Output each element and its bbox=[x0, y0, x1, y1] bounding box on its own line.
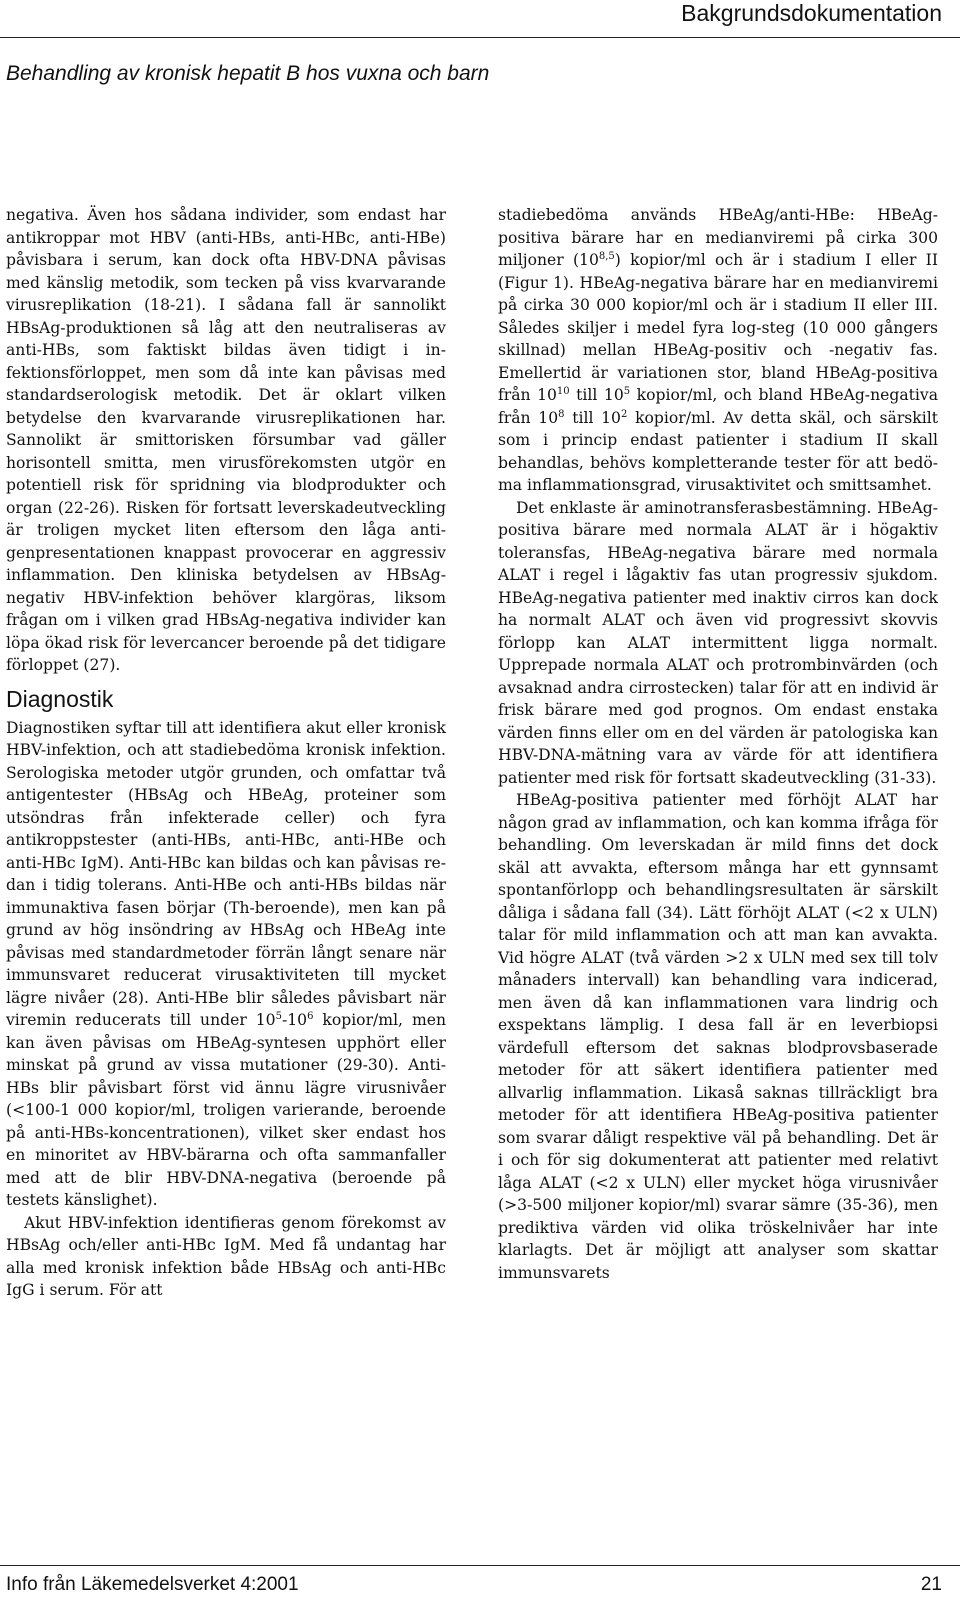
paragraph: HBeAg-positiva patienter med förhöjt ALAT har någon grad av inflammation, och kan komma ifråga för behandling. Om leverskadan är mild finns det dock skäl att avvakta, eftersom många har ett gynnsamt spontanförlopp och behandlingsresultaten är särskilt dåliga i sådana fall (34). Lätt förhöjt ALAT (<2 x ULN) talar för mild inflammation och att man kan avvakta. Vid högre ALAT (två värden >2 x ULN med sex till tolv månaders intervall) kan behandling vara indicerad, men även då kan inflammationen vara lindrig och exspektans lämplig. I desa fall är en leverbiopsi värdefull eftersom det saknas blodprovsbaserade metoder för att säkert identifiera patienter med allvarlig inflammation. Likaså saknas tillräckligt bra metoder för att identifiera HBeAg-positiva patienter som svarar dåligt respektive väl på behandling. Det är i och för sig dokumenterat att patienter med relativt låga ALAT (<2 x ULN) eller mycket höga virusnivåer (>3-500 miljoner kopior/ml) svarar sämre (35-36), men prediktiva värden vid olika tröskelnivåer har inte klarlagts. Det är möjligt att analyser som skattar immunsvarets bbox=[498, 791, 938, 1282]
left-column bbox=[6, 204, 446, 1302]
running-header-title: Bakgrundsdokumentation bbox=[681, 0, 942, 26]
paragraph: Diagnostiken syftar till att identifiera akut eller kronisk HBV-infektion, och att stadiebedöma kronisk infektion. Serologiska metoder utgör grunden, och omfattar två antigentester (HBsAg och HBeAg, proteiner som utsöndras från infekterade celler) och fyra antikroppstester (anti-HBs, anti-HBc, anti-HBe och anti-HBc IgM). Anti-HBc kan bildas och kan påvisas redan i tidig tolerans. Anti-HBe och anti-HBs bildas när immunaktiva fasen börjar (Th-beroende), men kan på grund av hög insöndring av HBsAg och HBeAg inte påvisas med standardmetoder förrän långt senare när immunsvaret reducerat virusaktiviteten till mycket lägre nivåer (28). Anti-HBe blir således påvisbart när viremin reducerats till under $10^5-10^6$ kopior/ml, men kan även påvisas om HBeAg-syntesen upphört eller minskat på grund av vissa mutationer (29-30). Anti-HBs blir påvisbart först vid ännu lägre virusnivåer (<100-1 000 kopior/ml, troligen varierande, beroende på anti-HBs-koncentrationen), vilket sker endast hos en minoritet av HBV-bärarna och ofta sammanfaller med att de blir HBV-DNA-negativa (beroende på testets känslighet). bbox=[6, 718, 447, 1209]
document-subtitle: Behandling av kronisk hepatit B hos vuxna och barn bbox=[6, 62, 490, 85]
paragraph: negativa. Även hos sådana individer, som endast har antikroppar mot HBV (anti-HBs, anti-HBc, anti-HBe) påvisbara i serum, kan dock ofta HBV-DNA påvisas med känslig metodik, som tecken på viss kvarvarande virusreplikation (18-21). I sådana fall är sannolikt HBsAg-produktionen så låg att den neutraliseras av anti-HBs, som faktiskt bildas även tidigt i infektionsförloppet, men som då inte kan påvisas med standardserologisk metodik. Det är oklart vilken betydelse den kvarvarande virusreplikationen har. Sannolikt är smittorisken försumbar vad gäller horisontell smitta, men virusförekomsten utgör en potentiell risk för spridning via blodprodukter och organ (22-26). Risken för fortsatt leverskadeutveckling är troligen mycket liten eftersom den låga antigenpresentationen knappast provocerar en aggressiv inflammation. Den kliniska betydelsen av HBsAg-negativ HBV-infektion behöver klargöras, liksom frågan om i vilken grad HBsAg-negativa individer kan löpa ökad risk för levercancer beroende på det tidigare förloppet (27). bbox=[6, 206, 446, 674]
page-number: 21 bbox=[920, 1574, 942, 1595]
paragraph: stadiebedöma används HBeAg/anti-HBe: HBeAg-positiva bärare har en medianviremi på cirka 300 miljoner (10$^{8,5}$) kopior/ml och är i stadium I eller II (Figur 1). HBeAg-negativa bärare har en medianviremi på cirka 30 000 kopior/ml och är i stadium II eller III. Således skiljer i medel fyra log-steg (10 000 gångers skillnad) mellan HBeAg-positiv och -negativ fas. Emellertid är variationen stor, bland HBeAg-positiva från $10^{10}$ till $10^5$ kopior/ml, och bland HBeAg-negativa från $10^8$ till $10^2$ kopior/ml. Av detta skäl, och särskilt som i princip endast patienter i stadium II skall behandlas, behövs kompletterande tester för att bedöma inflammationsgrad, virusaktivitet och smittsamhet. bbox=[498, 206, 938, 494]
section-heading-diagnostik: Diagnostik bbox=[6, 685, 114, 712]
footer-source: Info från Läkemedelsverket 4:2001 bbox=[6, 1574, 299, 1595]
paragraph: Akut HBV-infektion identifieras genom förekomst av HBsAg och/eller anti-HBc IgM. Med få undantag har alla med kronisk infektion både HBsAg och anti-HBc IgG i serum. För att bbox=[6, 1213, 446, 1299]
paragraph: Det enklaste är aminotransferasbestämning. HBeAg-positiva bärare med normala ALAT är i högaktiv toleransfas, HBeAg-negativa bärare med normala ALAT i regel i lågaktiv fas utan progressiv sjukdom. HBeAg-negativa patienter med inaktiv cirros kan dock ha normalt ALAT och även vid progressivt skovvis förlopp kan ALAT intermittent ligga normalt. Upprepade normala ALAT och protrombinvärden (och avsaknad andra cirrostecken) talar för att en individ är frisk bärare med god prognos. Om endast enstaka värden finns eller om en del värden är patologiska kan HBV-DNA-mätning vara av värde för att identifiera patienter med risk för fortsatt skadeutveckling (31-33). bbox=[498, 498, 938, 787]
header-divider bbox=[0, 37, 960, 38]
footer-divider bbox=[0, 1565, 960, 1566]
right-column bbox=[498, 204, 938, 1284]
